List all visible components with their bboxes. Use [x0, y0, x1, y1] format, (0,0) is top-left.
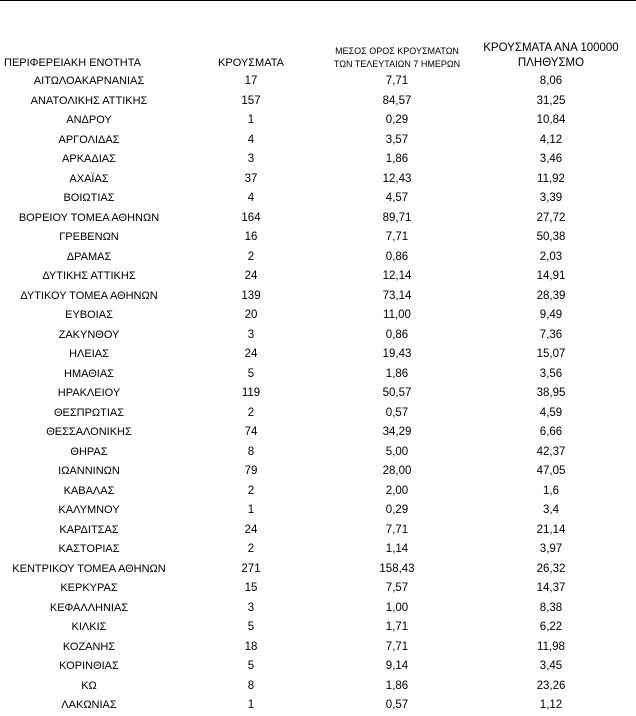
cell-per-100k: 15,07 [536, 348, 566, 360]
cell-cases: 5 [247, 621, 255, 633]
cell-cases: 5 [247, 660, 255, 672]
cell-region: ΗΛΕΙΑΣ [69, 348, 109, 360]
cell-avg-7-days: 4,57 [385, 192, 409, 204]
cell-per-100k: 11,98 [537, 640, 565, 653]
table-row [2, 170, 634, 190]
cell-avg-7-days: 0,86 [385, 250, 409, 263]
cell-cases: 8 [247, 445, 255, 458]
table-row [2, 696, 634, 716]
header-avg-7-days [326, 38, 468, 72]
table-row [2, 579, 634, 599]
table-row [2, 287, 634, 307]
cell-per-100k: 10,84 [536, 114, 566, 126]
cell-region: ΚΕΝΤΡΙΚΟΥ ΤΟΜΕΑ ΑΘΗΝΩΝ [12, 562, 166, 575]
cell-per-100k: 9,49 [539, 309, 563, 321]
cell-avg-7-days: 84,57 [382, 94, 412, 107]
table-row [2, 92, 634, 112]
cell-per-100k: 14,37 [536, 582, 566, 594]
cell-per-100k: 27,72 [536, 211, 566, 224]
header-avg-line2: ΤΩΝ ΤΕΛΕΥΤΑΙΩΝ 7 ΗΜΕΡΩΝ [333, 59, 461, 69]
table-header [2, 38, 634, 72]
header-per100k-line2: ΠΛΗΘΥΣΜΟ [517, 57, 585, 69]
cell-cases: 4 [247, 133, 255, 146]
cell-per-100k: 47,05 [536, 465, 566, 477]
cell-avg-7-days: 1,14 [385, 543, 409, 555]
cell-region: ΔΥΤΙΚΗΣ ΑΤΤΙΚΗΣ [42, 270, 136, 282]
top-border-line [0, 0, 636, 1]
cell-cases: 1 [247, 504, 255, 516]
cell-cases: 20 [244, 309, 258, 321]
table-row [2, 209, 634, 229]
table-row [2, 618, 634, 638]
cases-table [2, 38, 634, 716]
table-row [2, 384, 634, 404]
cell-per-100k: 6,22 [539, 621, 563, 633]
cell-per-100k: 26,32 [536, 562, 566, 575]
table-row [2, 111, 634, 131]
header-cases: ΚΡΟΥΣΜΑΤΑ [218, 57, 284, 69]
cell-cases: 2 [247, 543, 255, 555]
cell-cases: 139 [241, 289, 261, 302]
cell-region: ΓΡΕΒΕΝΩΝ [59, 231, 119, 243]
cell-region: ΑΧΑΪΑΣ [69, 172, 109, 185]
cell-region: ΚΑΣΤΟΡΙΑΣ [58, 543, 120, 555]
cell-cases: 24 [244, 270, 258, 282]
cell-region: ΑΡΚΑΔΙΑΣ [62, 153, 116, 165]
table-row [2, 131, 634, 151]
table-row [2, 540, 634, 560]
cell-avg-7-days: 1,86 [385, 679, 409, 692]
cell-cases: 18 [244, 640, 258, 653]
cell-avg-7-days: 28,00 [382, 465, 412, 477]
header-avg-line1: ΜΕΣΟΣ ΟΡΟΣ ΚΡΟΥΣΜΑΤΩΝ [335, 46, 459, 56]
cell-region: ΑΝΑΤΟΛΙΚΗΣ ΑΤΤΙΚΗΣ [30, 94, 148, 107]
cell-region: ΚΩ [81, 679, 97, 692]
table-row [2, 228, 634, 248]
table-row [2, 599, 634, 619]
header-row [2, 38, 634, 72]
cell-per-100k: 42,37 [536, 445, 566, 458]
cell-cases: 5 [247, 367, 255, 380]
table-row [2, 443, 634, 463]
cell-cases: 157 [241, 94, 261, 107]
cell-region: ΚΙΛΚΙΣ [71, 621, 107, 633]
table-row [2, 248, 634, 268]
cell-avg-7-days: 1,86 [385, 367, 409, 380]
cell-per-100k: 3,97 [539, 543, 563, 555]
cell-cases: 3 [247, 328, 255, 341]
cell-avg-7-days: 7,71 [385, 640, 409, 653]
table-row [2, 326, 634, 346]
cell-cases: 74 [244, 426, 258, 438]
cell-region: ΚΕΡΚΥΡΑΣ [60, 582, 118, 594]
table-row [2, 462, 634, 482]
cell-cases: 2 [247, 406, 255, 419]
cell-cases: 37 [244, 172, 258, 185]
cell-avg-7-days: 11,00 [383, 309, 411, 321]
cell-avg-7-days: 5,00 [385, 445, 409, 458]
cell-per-100k: 14,91 [536, 270, 566, 282]
cell-avg-7-days: 7,57 [385, 582, 409, 594]
cell-cases: 119 [241, 387, 261, 399]
cell-region: ΚΕΦΑΛΛΗΝΙΑΣ [49, 601, 129, 614]
table-row [2, 345, 634, 365]
cell-cases: 1 [247, 114, 255, 126]
cell-avg-7-days: 7,71 [385, 75, 409, 87]
cell-avg-7-days: 0,57 [385, 406, 409, 419]
cell-region: ΘΕΣΠΡΩΤΙΑΣ [53, 406, 125, 419]
cell-cases: 4 [247, 192, 255, 204]
cell-region: ΔΡΑΜΑΣ [66, 250, 112, 263]
cell-avg-7-days: 50,57 [382, 387, 412, 399]
table-row [2, 267, 634, 287]
cell-per-100k: 3,45 [539, 660, 563, 672]
table-row [2, 560, 634, 580]
cell-avg-7-days: 0,29 [385, 504, 409, 516]
cell-per-100k: 1,6 [543, 484, 559, 497]
cell-cases: 8 [247, 679, 255, 692]
cell-avg-7-days: 0,57 [385, 699, 409, 711]
table-row [2, 638, 634, 658]
cell-avg-7-days: 0,29 [385, 114, 409, 126]
table-row [2, 72, 634, 92]
cell-avg-7-days: 34,29 [382, 426, 412, 438]
cell-per-100k: 8,38 [539, 601, 563, 614]
cell-region: ΛΑΚΩΝΙΑΣ [61, 699, 117, 711]
cell-avg-7-days: 1,00 [385, 601, 409, 614]
table-row [2, 306, 634, 326]
cell-per-100k: 28,39 [536, 289, 566, 302]
cell-region: ΖΑΚΥΝΘΟΥ [58, 328, 120, 341]
table-row [2, 657, 634, 677]
cell-per-100k: 4,12 [539, 133, 563, 146]
cell-region: ΑΡΓΟΛΙΔΑΣ [58, 133, 120, 146]
cell-avg-7-days: 0,86 [385, 328, 409, 341]
cell-cases: 79 [244, 465, 258, 477]
cell-region: ΚΟΖΑΝΗΣ [62, 640, 116, 653]
cell-region: ΑΙΤΩΛΟΑΚΑΡΝΑΝΙΑΣ [33, 75, 145, 87]
cell-per-100k: 31,25 [536, 94, 566, 107]
cell-avg-7-days: 1,71 [385, 621, 409, 633]
cell-region: ΒΟΡΕΙΟΥ ΤΟΜΕΑ ΑΘΗΝΩΝ [18, 211, 160, 224]
cell-per-100k: 21,14 [536, 523, 566, 536]
cell-cases: 1 [247, 699, 255, 711]
cell-cases: 16 [244, 231, 258, 243]
cell-per-100k: 3,46 [539, 153, 563, 165]
header-region: ΠΕΡΙΦΕΡΕΙΑΚΗ ΕΝΟΤΗΤΑ [4, 57, 141, 69]
cell-avg-7-days: 1,86 [385, 153, 409, 165]
cell-per-100k: 6,66 [539, 426, 563, 438]
cell-region: ΔΥΤΙΚΟΥ ΤΟΜΕΑ ΑΘΗΝΩΝ [20, 289, 158, 302]
cell-avg-7-days: 7,71 [385, 523, 409, 536]
cell-region: ΗΡΑΚΛΕΙΟΥ [57, 387, 121, 399]
cell-region: ΚΑΒΑΛΑΣ [63, 484, 115, 497]
table-row [2, 189, 634, 209]
cell-avg-7-days: 2,00 [385, 484, 409, 497]
cell-per-100k: 3,39 [539, 192, 563, 204]
table-row [2, 501, 634, 521]
table-row [2, 365, 634, 385]
table-row [2, 404, 634, 424]
table-row [2, 423, 634, 443]
cell-per-100k: 8,06 [539, 75, 563, 87]
cell-per-100k: 23,26 [536, 679, 566, 692]
cell-avg-7-days: 12,14 [382, 270, 412, 282]
cell-region: ΚΟΡΙΝΘΙΑΣ [59, 660, 119, 672]
cell-region: ΒΟΙΩΤΙΑΣ [63, 192, 115, 204]
cell-cases: 3 [247, 153, 255, 165]
cell-avg-7-days: 19,43 [382, 348, 412, 360]
cell-avg-7-days: 73,14 [382, 289, 412, 302]
cell-avg-7-days: 9,14 [385, 660, 409, 672]
cell-cases: 24 [244, 523, 258, 536]
cell-avg-7-days: 89,71 [382, 211, 412, 224]
cell-region: ΑΝΔΡΟΥ [66, 114, 112, 126]
cell-per-100k: 7,36 [539, 328, 563, 341]
cell-per-100k: 38,95 [536, 387, 566, 399]
cell-region: ΙΩΑΝΝΙΝΩΝ [58, 465, 120, 477]
cell-region: ΚΑΛΥΜΝΟΥ [58, 504, 120, 516]
table-row [2, 677, 634, 697]
table-row [2, 150, 634, 170]
cell-cases: 164 [241, 211, 261, 224]
cell-region: ΕΥΒΟΙΑΣ [65, 309, 113, 321]
header-per-100k [468, 38, 634, 72]
cell-cases: 24 [244, 348, 258, 360]
table-body [2, 72, 634, 716]
cell-per-100k: 3,56 [539, 367, 563, 380]
table-row [2, 482, 634, 502]
cell-per-100k: 1,12 [539, 699, 563, 711]
cell-per-100k: 4,59 [539, 406, 563, 419]
cell-cases: 15 [244, 582, 258, 594]
cell-cases: 17 [244, 75, 258, 87]
cell-avg-7-days: 7,71 [385, 231, 409, 243]
cell-region: ΚΑΡΔΙΤΣΑΣ [59, 523, 119, 536]
cell-cases: 2 [247, 250, 255, 263]
cell-per-100k: 2,03 [539, 250, 563, 263]
cell-cases: 2 [247, 484, 255, 497]
cell-cases: 271 [241, 562, 261, 575]
cell-per-100k: 3,4 [543, 504, 559, 516]
cell-region: ΗΜΑΘΙΑΣ [64, 367, 114, 380]
cell-avg-7-days: 158,43 [379, 562, 415, 575]
cell-avg-7-days: 12,43 [382, 172, 412, 185]
cell-per-100k: 11,92 [537, 172, 565, 185]
cell-region: ΘΕΣΣΑΛΟΝΙΚΗΣ [46, 426, 132, 438]
cell-cases: 3 [247, 601, 255, 614]
cell-per-100k: 50,38 [536, 231, 566, 243]
cell-avg-7-days: 3,57 [385, 133, 409, 146]
header-per100k-line1: ΚΡΟΥΣΜΑΤΑ ΑΝΑ 100000 [483, 42, 619, 54]
cell-region: ΘΗΡΑΣ [70, 445, 108, 458]
table-row [2, 521, 634, 541]
